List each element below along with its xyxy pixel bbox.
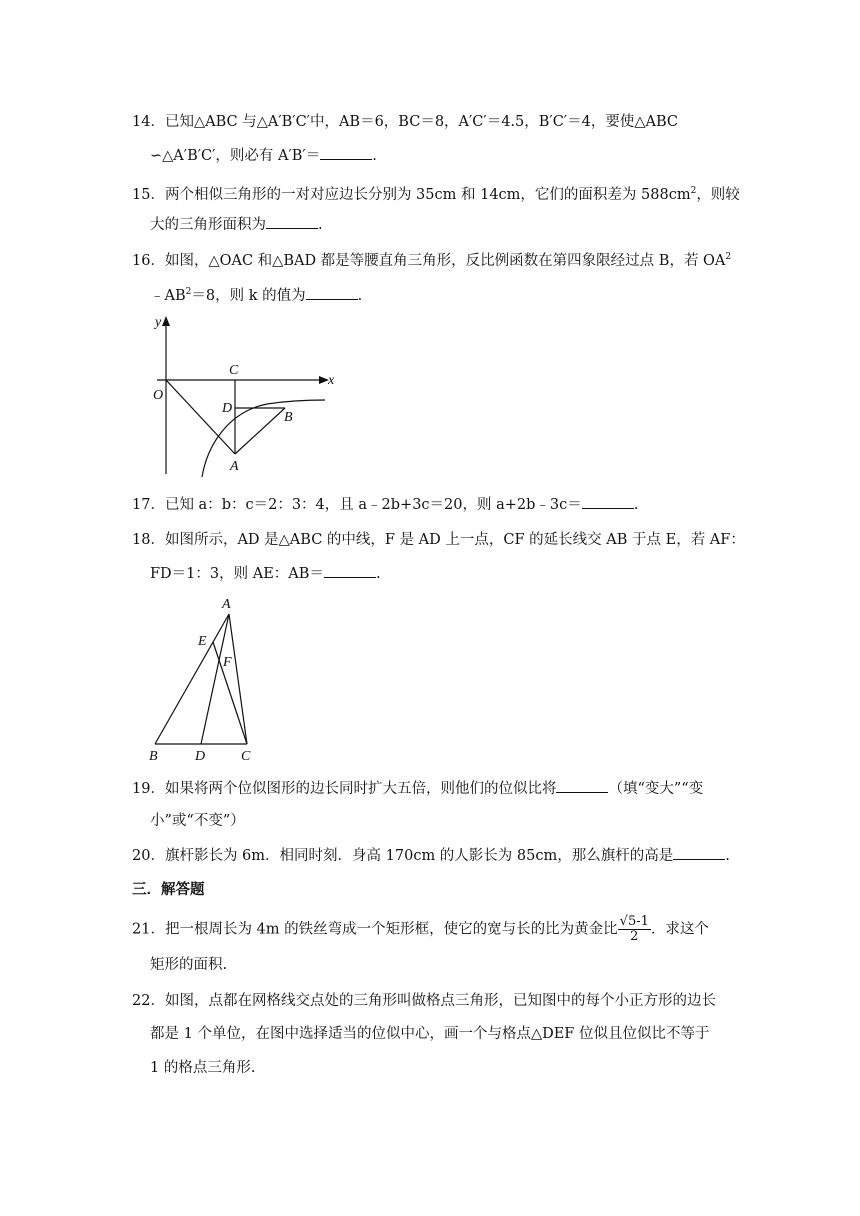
label-D: D (222, 401, 233, 416)
answer-blank (673, 845, 725, 860)
answer-blank (556, 778, 608, 793)
q21-line1: 21．把一根周长为 4m 的铁丝弯成一个矩形框，使它的宽与长的比为黄金比 $\frac{√5-1}{2}$ ．求这个 (132, 914, 709, 944)
q21-line2: 矩形的面积. (150, 957, 228, 973)
label-y: y (155, 315, 162, 330)
label-C: C (241, 749, 251, 764)
q20-line: 20．旗杆影长为 6m．相同时刻．身高 170cm 的人影长为 85cm，那么旗杆的高是 . (132, 845, 730, 866)
q22-line2: 都是 1 个单位，在图中选择适当的位似中心，画一个与格点△DEF 位似且位似比不等于 (150, 1026, 710, 1042)
q18-figure (145, 592, 260, 764)
q19-line1: 19．如果将两个位似图形的边长同时扩大五倍，则他们的位似比将 （填“变大”“变 (132, 778, 703, 799)
answer-blank (306, 285, 358, 300)
answer-blank (582, 494, 634, 509)
answer-blank (266, 214, 318, 229)
q16-line2: $﹣AB^2=8$，则 k 的值为 . (150, 282, 362, 306)
q15-line2: 大的三角形面积为 . (150, 214, 323, 235)
q14-line1: 14．已知△ABC 与△A′B′C′中，AB＝6，BC＝8，A′C′＝4.5，B′C′＝4，要使△ABC (132, 114, 678, 130)
label-F: F (223, 655, 232, 670)
answer-blank (324, 563, 376, 578)
q22-line3: 1 的格点三角形. (150, 1060, 256, 1076)
q18-line2: FD＝1：3，则 AE：AB＝ . (150, 563, 381, 584)
label-C: C (229, 363, 239, 378)
label-B: B (149, 749, 158, 764)
answer-blank (320, 145, 372, 160)
q14-line2: ∽△A′B′C′，则必有 A′B′＝ . (150, 145, 377, 166)
label-B: B (284, 410, 293, 425)
label-D: D (195, 749, 206, 764)
label-A: A (230, 459, 239, 474)
q16-figure (147, 312, 337, 480)
golden-ratio-fraction: $\frac{√5-1}{2}$ (619, 914, 649, 944)
label-O: O (153, 388, 164, 403)
q15-line1: 15．两个相似三角形的一对对应边长分别为 35cm 和 14cm，它们的面积差为 $588cm^2$，则较 (132, 186, 740, 203)
label-x: x (328, 373, 335, 388)
q19-line2: 小”或“不变”） (150, 813, 245, 829)
q22-line1: 22．如图，点都在网格线交点处的三角形叫做格点三角形，已知图中的每个小正方形的边长 (132, 993, 716, 1009)
section-title: 三．解答题 (132, 882, 205, 898)
q18-line1: 18．如图所示，AD 是△ABC 的中线，F 是 AD 上一点，CF 的延长线交 AB 于点 E，若 AF： (132, 532, 745, 548)
q17-line: 17．已知 a：b：c＝2：3：4，且 a﹣2b+3c＝20，则 a+2b﹣3c＝ . (132, 494, 638, 515)
label-A: A (222, 597, 231, 612)
q16-line1: 16．如图，△OAC 和△BAD 都是等腰直角三角形，反比例函数在第四象限经过点 B，若 $OA^2$ (132, 252, 732, 269)
label-E: E (198, 634, 207, 649)
